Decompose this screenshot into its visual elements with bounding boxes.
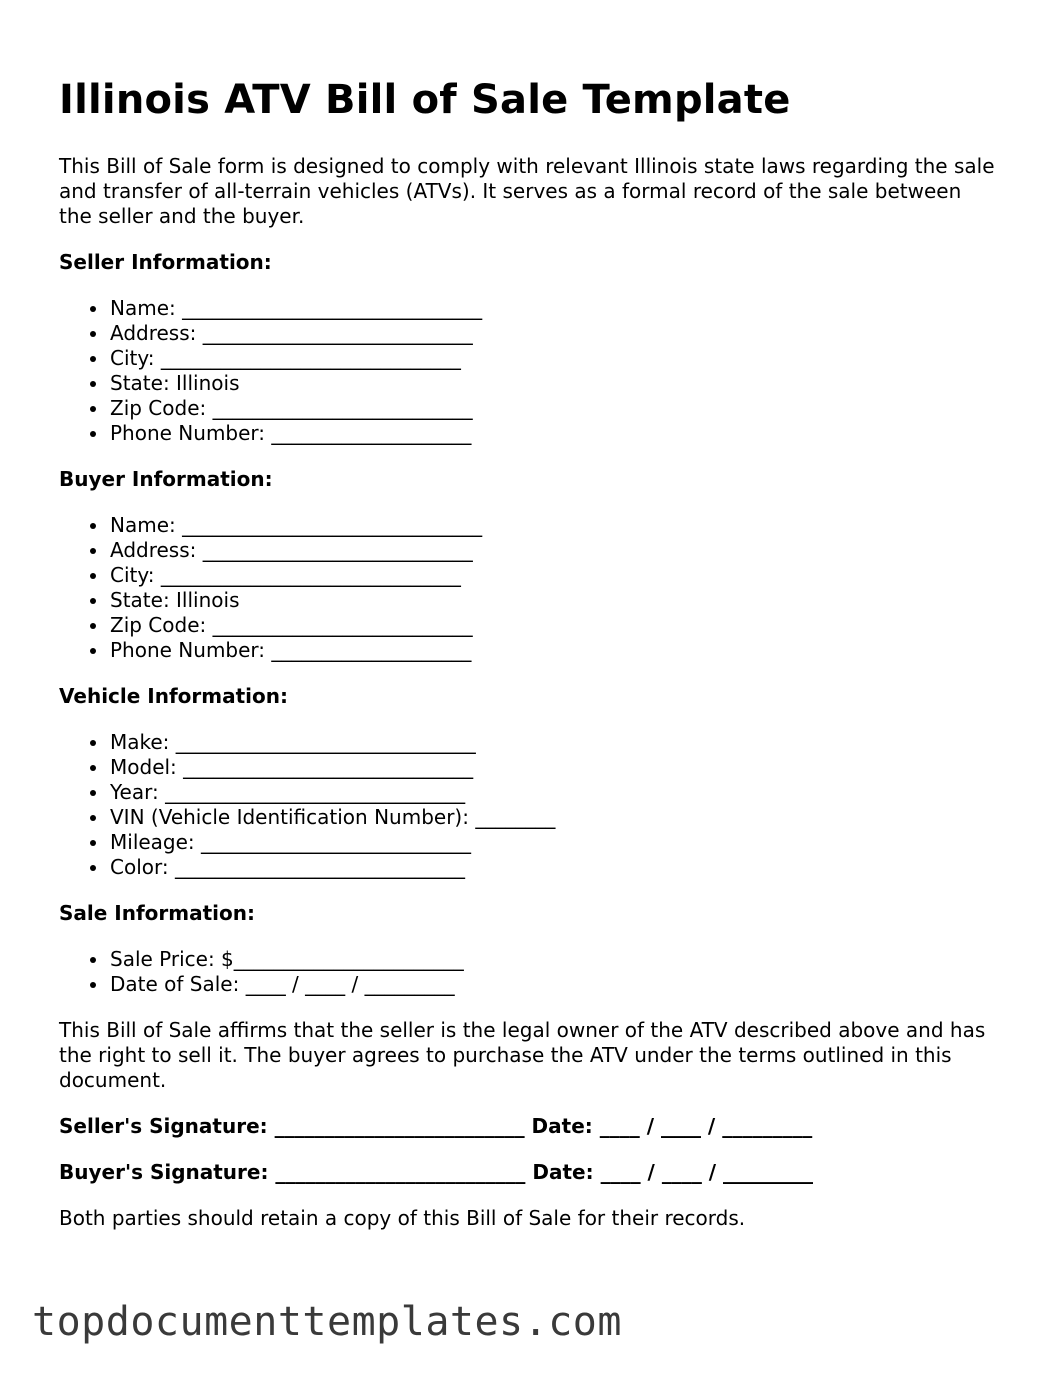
buyer-section-heading: Buyer Information:: [59, 467, 273, 491]
vehicle-color-field: Color: _____________________________: [110, 855, 999, 880]
seller-address-field: Address: ___________________________: [110, 321, 999, 346]
vehicle-year-field: Year: ______________________________: [110, 780, 999, 805]
buyer-signature-line: Buyer's Signature: _________________________ Date: ____ / ____ / _________: [59, 1160, 814, 1184]
site-watermark: topdocumenttemplates.com: [32, 1299, 622, 1345]
vehicle-make-field: Make: ______________________________: [110, 730, 999, 755]
vehicle-section-heading: Vehicle Information:: [59, 684, 288, 708]
buyer-address-field: Address: ___________________________: [110, 538, 999, 563]
buyer-phone-field: Phone Number: ____________________: [110, 638, 999, 663]
vehicle-vin-field: VIN (Vehicle Identification Number): ________: [110, 805, 999, 830]
seller-info-list: [59, 296, 999, 446]
document-page: [59, 72, 999, 1231]
retain-copy-note: Both parties should retain a copy of this Bill of Sale for their records.: [59, 1206, 746, 1230]
intro-paragraph: This Bill of Sale form is designed to comply with relevant Illinois state laws regarding the sale and transfer of all-terrain vehicles (ATVs). It serves as a formal record of the sale between the seller and the buyer.: [59, 154, 995, 228]
buyer-state-field: State: Illinois: [110, 588, 999, 613]
seller-section-heading: Seller Information:: [59, 250, 272, 274]
buyer-info-list: [59, 513, 999, 663]
sale-price-field: Sale Price: $_______________________: [110, 947, 999, 972]
page-title: Illinois ATV Bill of Sale Template: [59, 77, 791, 123]
seller-phone-field: Phone Number: ____________________: [110, 421, 999, 446]
closing-paragraph: This Bill of Sale affirms that the seller is the legal owner of the ATV described above and has the right to sell it. The buyer agrees to purchase the ATV under the terms outlined in this document.: [59, 1018, 986, 1092]
vehicle-model-field: Model: _____________________________: [110, 755, 999, 780]
sale-section-heading: Sale Information:: [59, 901, 255, 925]
buyer-name-field: Name: ______________________________: [110, 513, 999, 538]
seller-signature-line: Seller's Signature: _________________________ Date: ____ / ____ / _________: [59, 1114, 813, 1138]
vehicle-mileage-field: Mileage: ___________________________: [110, 830, 999, 855]
seller-name-field: Name: ______________________________: [110, 296, 999, 321]
sale-date-field: Date of Sale: ____ / ____ / _________: [110, 972, 999, 997]
seller-city-field: City: ______________________________: [110, 346, 999, 371]
vehicle-info-list: [59, 730, 999, 880]
seller-zip-field: Zip Code: __________________________: [110, 396, 999, 421]
seller-state-field: State: Illinois: [110, 371, 999, 396]
buyer-zip-field: Zip Code: __________________________: [110, 613, 999, 638]
sale-info-list: [59, 947, 999, 997]
buyer-city-field: City: ______________________________: [110, 563, 999, 588]
